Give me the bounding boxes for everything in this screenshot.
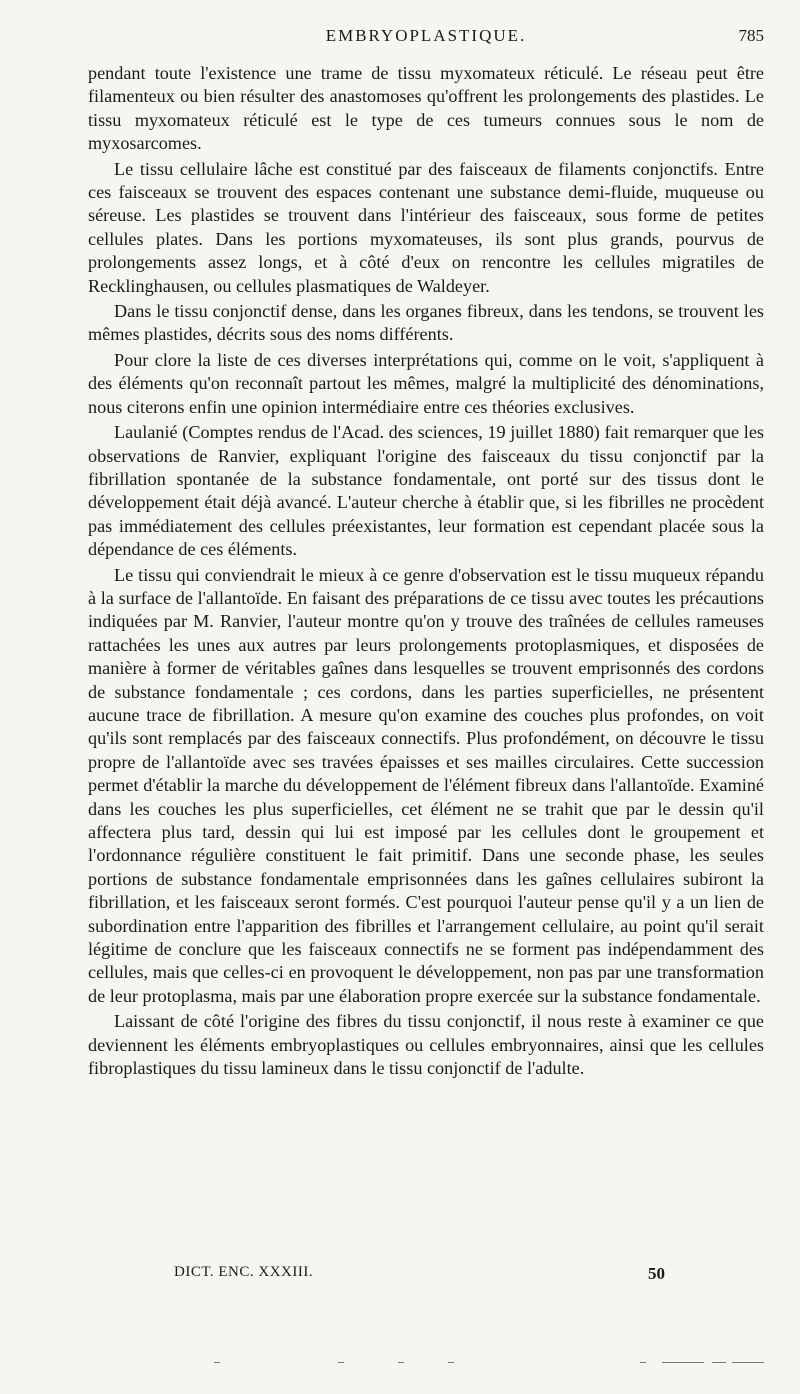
scan-mark (448, 1362, 454, 1363)
scan-mark (640, 1362, 646, 1363)
page-number: 785 (738, 26, 764, 45)
scan-mark (712, 1362, 726, 1363)
body-text (88, 62, 764, 1080)
scan-mark (732, 1362, 764, 1363)
page-header (88, 26, 764, 52)
paragraph-5: Laulanié (Comptes rendus de l'Acad. des sciences, 19 juillet 1880) fait remarquer que les observations de Ranvier, expliquant l'origine des faisceaux du tissu conjonctif par la fibrillation spontanée de la substance fondamentale, ont porté sur des tissus dont le développement était déjà avancé. L'auteur cherche à établir que, si les fibrilles ne procèdent pas immédiatement des cellules préexistantes, leur formation est cependant placée sous la dépendance de ces éléments. (88, 422, 764, 560)
scan-mark (214, 1362, 220, 1363)
paragraph-4: Pour clore la liste de ces diverses interprétations qui, comme on le voit, s'appliquent à des éléments qu'on reconnaît partout les mêmes, malgré la multiplicité des dénominations, nous citerons enfin une opinion intermédiaire entre ces théories exclusives. (88, 349, 764, 417)
scan-mark (338, 1362, 344, 1363)
scan-mark (398, 1362, 404, 1363)
signature-mark: DICT. ENC. XXXIII. (174, 1264, 314, 1280)
bottom-scan-marks (0, 1360, 800, 1366)
page-footer (88, 1264, 764, 1288)
sheet-number: 50 (648, 1264, 665, 1283)
paragraph-6: Le tissu qui conviendrait le mieux à ce genre d'observation est le tissu muqueux répandu à la surface de l'allantoïde. En faisant des préparations de ce tissu avec toutes les précautions indiquées par M. Ranvier, l'auteur montre qu'on y trouve des traînées de cellules rameuses rattachées les unes aux autres par leurs prolongements protoplasmiques, et disposées de manière à former de véritables gaînes dans lesquelles se trouvent emprisonnés des cordons de substance fondamentale ; ces cordons, dans les parties superficielles, ne présentent aucune trace de fibrillation. A mesure qu'on examine des couches plus profondes, on voit qu'ils sont remplacés par des faisceaux connectifs. Plus profondément, on découvre le tissu propre de l'allantoïde avec ses travées épaisses et ses mailles circulaires. Cette succession permet d'établir la marche du développement de l'élément fibreux dans l'allantoïde. Examiné dans les couches les plus superficielles, cet élément ne se trahit que par le dessin qu'il affectera plus tard, dessin qui lui est imposé par les cellules dont le groupement et l'ordonnance régulière constituent le fait primitif. Dans une seconde phase, les seules portions de substance fondamentale emprisonnées dans les gaînes cellulaires subiront la fibrillation, et les faisceaux seront formés. C'est pourquoi l'auteur pense qu'il y a un lien de subordination entre l'apparition des fibrilles et l'arrangement cellulaire, au point qu'il serait légitime de conclure que les faisceaux connectifs ne se forment pas indépendamment des cellules, mais que celles-ci en provoquent le développement, non pas par une transformation de leur protoplasma, mais par une élaboration propre exercée sur la substance fondamentale. (88, 564, 764, 1006)
paragraph-1: pendant toute l'existence une trame de tissu myxomateux réticulé. Le réseau peut être filamenteux ou bien résulter des anastomoses qu'offrent les prolongements des plastides. Le tissu myxomateux réticulé est le type de ces tumeurs connues sous le nom de myxosarcomes. (88, 63, 764, 154)
paragraph-7: Laissant de côté l'origine des fibres du tissu conjonctif, il nous reste à examiner ce que deviennent les éléments embryoplastiques ou cellules embryonnaires, ainsi que les cellules fibroplastiques du tissu lamineux dans le tissu conjonctif de l'adulte. (88, 1011, 764, 1079)
paragraph-3: Dans le tissu conjonctif dense, dans les organes fibreux, dans les tendons, se trouvent les mêmes plastides, décrits sous des noms différents. (88, 301, 764, 345)
paragraph-2: Le tissu cellulaire lâche est constitué par des faisceaux de filaments conjonctifs. Entre ces faisceaux se trouvent des espaces contenant une substance demi-fluide, muqueuse ou séreuse. Les plastides se trouvent dans l'intérieur des faisceaux, sous forme de petites cellules plates. Dans les portions myxomateuses, ils sont plus grands, pourvus de prolongements assez longs, et à côté d'eux on rencontre les cellules migratiles de Recklinghausen, ou cellules plasmatiques de Waldeyer. (88, 158, 764, 296)
running-title: EMBRYOPLASTIQUE. (325, 26, 527, 45)
scan-mark (662, 1362, 704, 1363)
